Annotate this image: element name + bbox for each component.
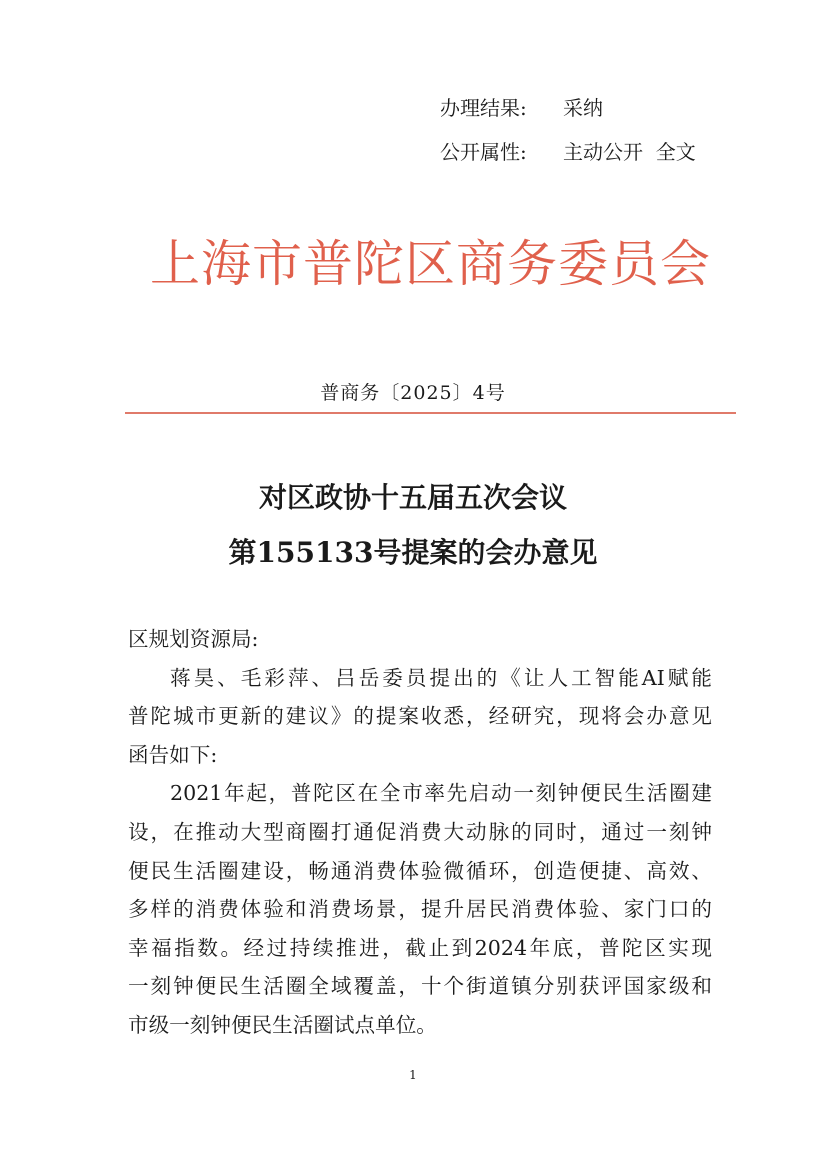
red-divider	[125, 412, 736, 414]
result-value: 采纳	[563, 96, 603, 120]
document-number: 普商务〔2025〕4号	[320, 382, 506, 404]
body-line: 幸福指数。经过持续推进，截止到2024年底，普陀区实现	[128, 935, 712, 960]
disclosure-label: 公开属性:	[440, 140, 527, 164]
body-line: 2021年起，普陀区在全市率先启动一刻钟便民生活圈建	[170, 781, 712, 806]
page-number: 1	[409, 1068, 417, 1082]
body-line: 普陀城市更新的建议》的提案收悉，经研究，现将会办意见	[128, 704, 712, 729]
body-line: 设，在推动大型商圈打通促消费大动脉的同时，通过一刻钟	[128, 819, 712, 844]
body-line: 一刻钟便民生活圈全域覆盖，十个街道镇分别获评国家级和	[128, 974, 712, 999]
body-line: 蒋昊、毛彩萍、吕岳委员提出的《让人工智能AI赋能	[170, 665, 712, 690]
disclosure-attribute	[440, 136, 696, 165]
document-title-line2: 第155133号提案的会办意见	[228, 536, 598, 569]
issuing-organization: 上海市普陀区商务委员会	[150, 235, 711, 293]
salutation: 区规划资源局:	[128, 627, 259, 651]
document-title-line1: 对区政协十五届五次会议	[258, 481, 567, 514]
handling-result	[440, 92, 603, 121]
body-line: 多样的消费体验和消费场景，提升居民消费体验、家门口的	[128, 897, 712, 922]
body-line: 函告如下:	[128, 742, 218, 767]
document-body	[128, 620, 718, 1045]
disclosure-value: 主动公开 全文	[563, 140, 696, 164]
body-line: 便民生活圈建设，畅通消费体验微循环，创造便捷、高效、	[128, 858, 712, 883]
body-line: 市级一刻钟便民生活圈试点单位。	[128, 1012, 437, 1037]
result-label: 办理结果:	[440, 96, 527, 120]
